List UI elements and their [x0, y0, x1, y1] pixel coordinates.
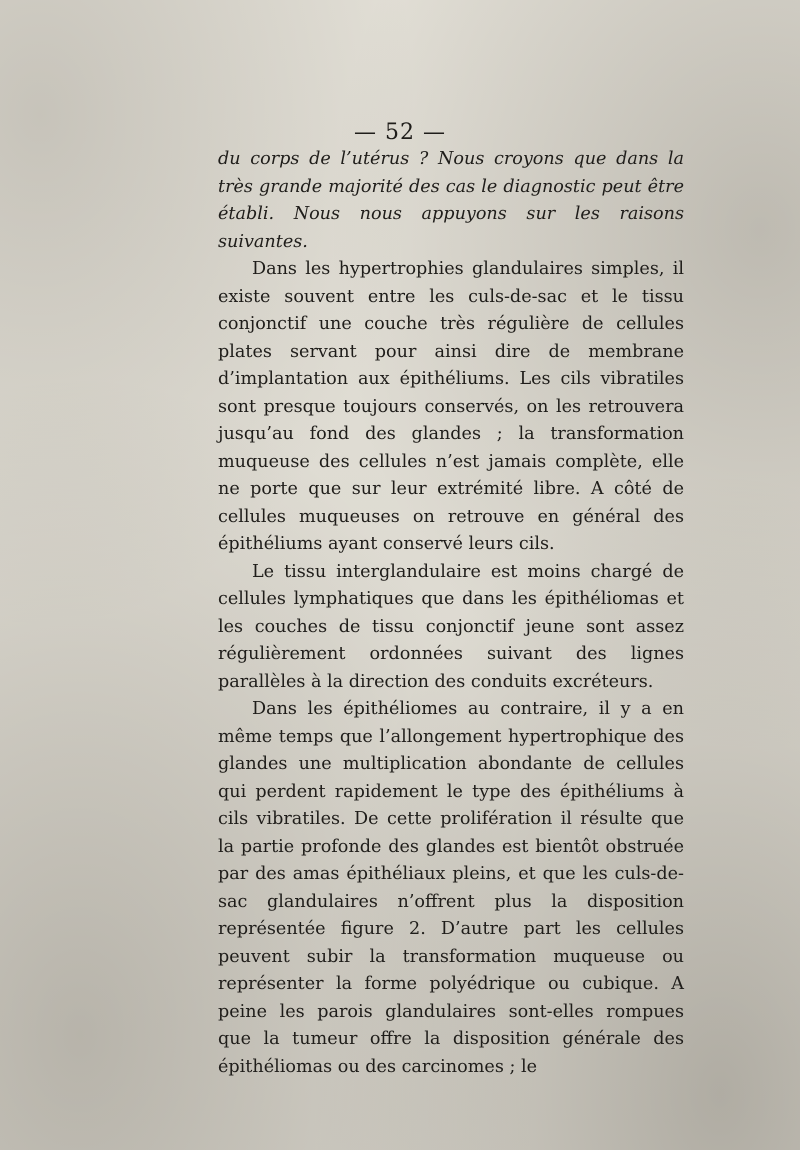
body-text: [218, 146, 684, 1081]
page-number: — 52 —: [354, 120, 446, 145]
paragraph-epitheliomes: Dans les épithéliomes au contraire, il y a en même temps que l’allongement hypertrophique des glandes une multiplication abondante de cellules qui perdent rapidement le type des épithéliums à cils vibratiles. De cette prolifération il résulte que la partie profonde des glandes est bientôt obstruée par des amas épithéliaux pleins, et que les culs-de-sac glandulaires n’offrent plus la disposition représentée figure 2. D’autre part les cellules peuvent subir la transformation muqueuse ou représenter la forme polyédrique ou cubique. A peine les parois glandulaires sont-elles rompues que la tumeur offre la disposition générale des épithéliomas ou des carcinomes ; le: [218, 699, 684, 1077]
paragraph-intro: du corps de l’utérus ? Nous croyons que dans la très grande majorité des cas le diagnostic peut être établi. Nous nous appuyons sur les raisons suivantes.: [218, 149, 684, 252]
paragraph-tissu-interglandulaire: Le tissu interglandulaire est moins chargé de cellules lymphatiques que dans les épithéliomas et les couches de tissu conjonctif jeune sont assez régulièrement ordonnées suivant des lignes parallèles à la direction des conduits excréteurs.: [218, 561, 684, 692]
paragraph-hypertrophies: Dans les hypertrophies glandulaires simples, il existe souvent entre les culs-de-sac et le tissu conjonctif une couche très régulière de cellules plates servant pour ainsi dire de membrane d’implantation aux épithéliums. Les cils vibratiles sont presque toujours conservés, on les retrouvera jusqu’au fond des glandes ; la transformation muqueuse des cellules n’est jamais complète, elle ne porte que sur leur extrémité libre. A côté de cellules muqueuses on retrouve en général des épithéliums ayant conservé leurs cils.: [218, 259, 684, 554]
